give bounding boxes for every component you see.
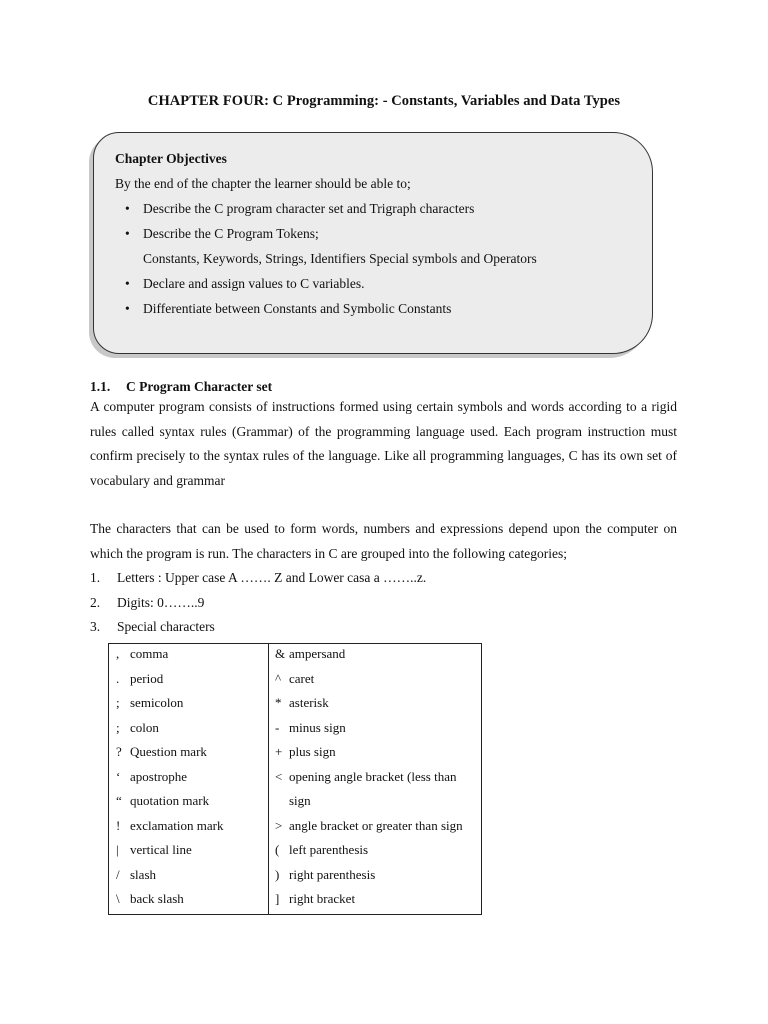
char-name: minus sign (289, 719, 346, 735)
char-symbol: “ (116, 793, 122, 808)
table-row (116, 890, 266, 915)
char-symbol: ‘ (116, 768, 121, 784)
table-row (116, 670, 266, 695)
objective-item (115, 225, 635, 250)
char-symbol: , (116, 646, 120, 661)
char-symbol: ^ (275, 670, 282, 686)
objective-text: Describe the C Program Tokens; (143, 226, 319, 241)
table-row (275, 645, 479, 670)
char-symbol: < (275, 768, 283, 784)
table-row (116, 743, 266, 768)
char-name: period (130, 670, 164, 686)
char-symbol: . (116, 670, 120, 686)
char-name: slash (130, 866, 156, 882)
table-row (275, 670, 479, 695)
char-symbol: & (275, 646, 286, 661)
page-title: CHAPTER FOUR: C Programming: - Constants, Variables and Data Types (147, 93, 621, 109)
char-symbol: ! (116, 817, 121, 833)
table-row (275, 694, 479, 719)
table-row (116, 719, 266, 744)
table-column-left (116, 645, 266, 915)
table-row (116, 792, 266, 817)
char-symbol: | (116, 842, 119, 857)
objective-item (115, 300, 635, 325)
section-title: C Program Character set (126, 379, 273, 394)
objective-item (115, 275, 635, 300)
char-name: plus sign (289, 744, 336, 759)
objectives-heading: Chapter Objectives (115, 151, 227, 166)
char-name: ampersand (289, 646, 346, 661)
char-name: vertical line (130, 842, 192, 857)
objective-subtext: Constants, Keywords, Strings, Identifiers Special symbols and Operators (143, 251, 537, 266)
char-name: Question mark (130, 744, 207, 759)
table-row (275, 866, 479, 891)
table-column-right (275, 645, 479, 915)
char-symbol: * (275, 695, 282, 710)
char-name: opening angle bracket (less than (289, 768, 457, 784)
section-number: 1.1. (90, 379, 111, 394)
table-row (116, 768, 266, 793)
table-row (275, 743, 479, 768)
category-item (90, 570, 426, 586)
bullet-icon: • (125, 201, 130, 216)
char-name: right bracket (289, 891, 356, 906)
char-name: colon (130, 719, 159, 735)
paragraph-intro: A computer program consists of instructions formed using certain symbols and words according to a rigid rules called syntax rules (Grammar) of the programming language used. Each program instruction must confirm precisely to the syntax rules of the language. Like all programming languages, C has its own set of vocabulary and grammar (90, 399, 677, 489)
char-symbol: \ (116, 891, 120, 906)
table-row (275, 841, 479, 866)
char-symbol: ; (116, 695, 120, 710)
char-symbol: ; (116, 719, 120, 735)
char-name: right parenthesis (289, 866, 376, 882)
category-text: Digits: 0……..9 (117, 595, 205, 610)
char-symbol: / (116, 866, 120, 882)
objective-text: Describe the C program character set and Trigraph characters (143, 201, 475, 216)
bullet-icon: • (125, 226, 130, 241)
objectives-list (115, 200, 635, 325)
objective-text: Declare and assign values to C variables. (143, 276, 365, 291)
table-row (275, 792, 479, 817)
char-name: sign (289, 793, 311, 808)
char-name: asterisk (289, 695, 329, 710)
category-number: 1. (90, 570, 101, 585)
char-name: comma (130, 646, 169, 661)
char-symbol: ( (275, 842, 280, 857)
category-number: 2. (90, 595, 101, 610)
category-item (90, 619, 215, 635)
bullet-icon: • (125, 301, 130, 316)
table-row (275, 817, 479, 842)
category-text: Letters : Upper case A ……. Z and Lower casa a ……..z. (117, 570, 427, 585)
char-name: exclamation mark (130, 817, 224, 833)
category-number: 3. (90, 619, 101, 634)
table-row (116, 817, 266, 842)
table-row (116, 694, 266, 719)
objective-text: Differentiate between Constants and Symbolic Constants (143, 301, 452, 316)
char-name: angle bracket or greater than sign (289, 817, 463, 833)
bullet-icon: • (125, 276, 130, 291)
chapter-objectives-box (93, 132, 653, 354)
table-row (116, 866, 266, 891)
paragraph-categories: The characters that can be used to form words, numbers and expressions depend upon the computer on which the program is run. The characters in C are grouped into the following categories; (90, 521, 677, 561)
char-symbol: ? (116, 744, 122, 759)
table-divider (268, 644, 269, 914)
table-row (275, 719, 479, 744)
char-name: left parenthesis (289, 842, 369, 857)
table-row (116, 841, 266, 866)
char-name: quotation mark (130, 793, 210, 808)
char-symbol: - (275, 719, 280, 735)
section-heading (90, 379, 272, 395)
char-symbol: ] (275, 891, 280, 906)
category-text: Special characters (117, 619, 215, 634)
objectives-intro: By the end of the chapter the learner should be able to; (115, 176, 411, 191)
char-name: back slash (130, 891, 184, 906)
table-row (116, 645, 266, 670)
char-symbol: ) (275, 866, 280, 882)
objective-item (115, 200, 635, 225)
char-symbol: > (275, 817, 283, 833)
special-characters-table (108, 643, 482, 915)
table-row (275, 890, 479, 915)
table-row (275, 768, 479, 793)
char-symbol: + (275, 744, 283, 759)
char-name: apostrophe (130, 768, 188, 784)
category-item (90, 595, 204, 611)
char-name: caret (289, 670, 315, 686)
char-name: semicolon (130, 695, 184, 710)
